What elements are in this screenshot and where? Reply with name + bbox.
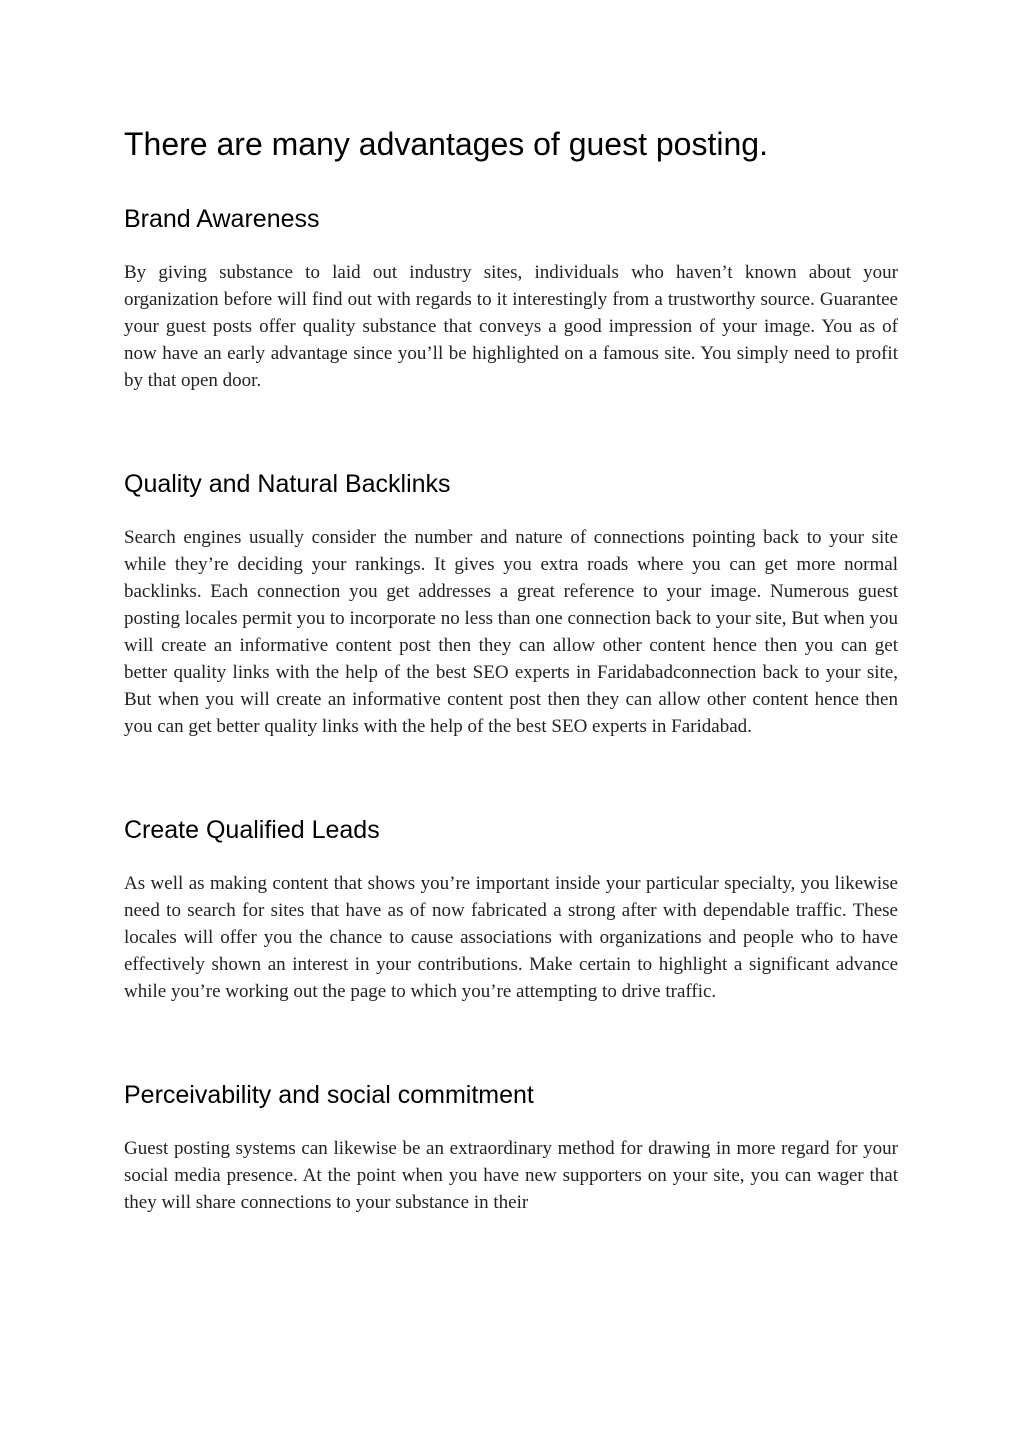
section-body-qualified-leads: As well as making content that shows you’re important inside your particular specialty, you likewise need to search for sites that have as of now fabricated a strong after with dependable traffic. These locales will offer you the chance to cause associations with organizations and people who to have effectively shown an interest in your contributions. Make certain to highlight a significant advance while you’re working out the page to which you’re attempting to drive traffic.	[124, 873, 898, 1002]
section-body-social-commitment: Guest posting systems can likewise be an extraordinary method for drawing in more regard for your social media presence. At the point when you have new supporters on your site, you can wager that they will share connections to your substance in their	[124, 1138, 898, 1213]
document-content	[124, 118, 898, 1216]
section-heading-qualified-leads: Create Qualified Leads	[124, 816, 380, 844]
section-spacer	[124, 740, 898, 815]
section-body-brand-awareness: By giving substance to laid out industry sites, individuals who haven’t known about your organization before will find out with regards to it interestingly from a trustworthy source. Guarantee your guest posts offer quality substance that conveys a good impression of your image. You as of now have an early advantage since you’ll be highlighted on a famous site. You simply need to profit by that open door.	[124, 262, 898, 391]
section-heading-brand-awareness: Brand Awareness	[124, 205, 320, 233]
page-title: There are many advantages of guest posting.	[124, 126, 768, 162]
section-spacer	[124, 394, 898, 469]
section-heading-social-commitment: Perceivability and social commitment	[124, 1081, 534, 1109]
section-spacer	[124, 1005, 898, 1080]
section-body-quality-backlinks: Search engines usually consider the number and nature of connections pointing back to your site while they’re deciding your rankings. It gives you extra roads where you can get more normal backlinks. Each connection you get addresses a great reference to your image. Numerous guest posting locales permit you to incorporate no less than one connection back to your site, But when you will create an informative content post then they can allow other content hence then you can get better quality links with the help of the best SEO experts in Faridabadconnection back to your site, But when you will create an informative content post then they can allow other content hence then you can get better quality links with the help of the best SEO experts in Faridabad.	[124, 527, 898, 737]
section-heading-quality-backlinks: Quality and Natural Backlinks	[124, 470, 451, 498]
